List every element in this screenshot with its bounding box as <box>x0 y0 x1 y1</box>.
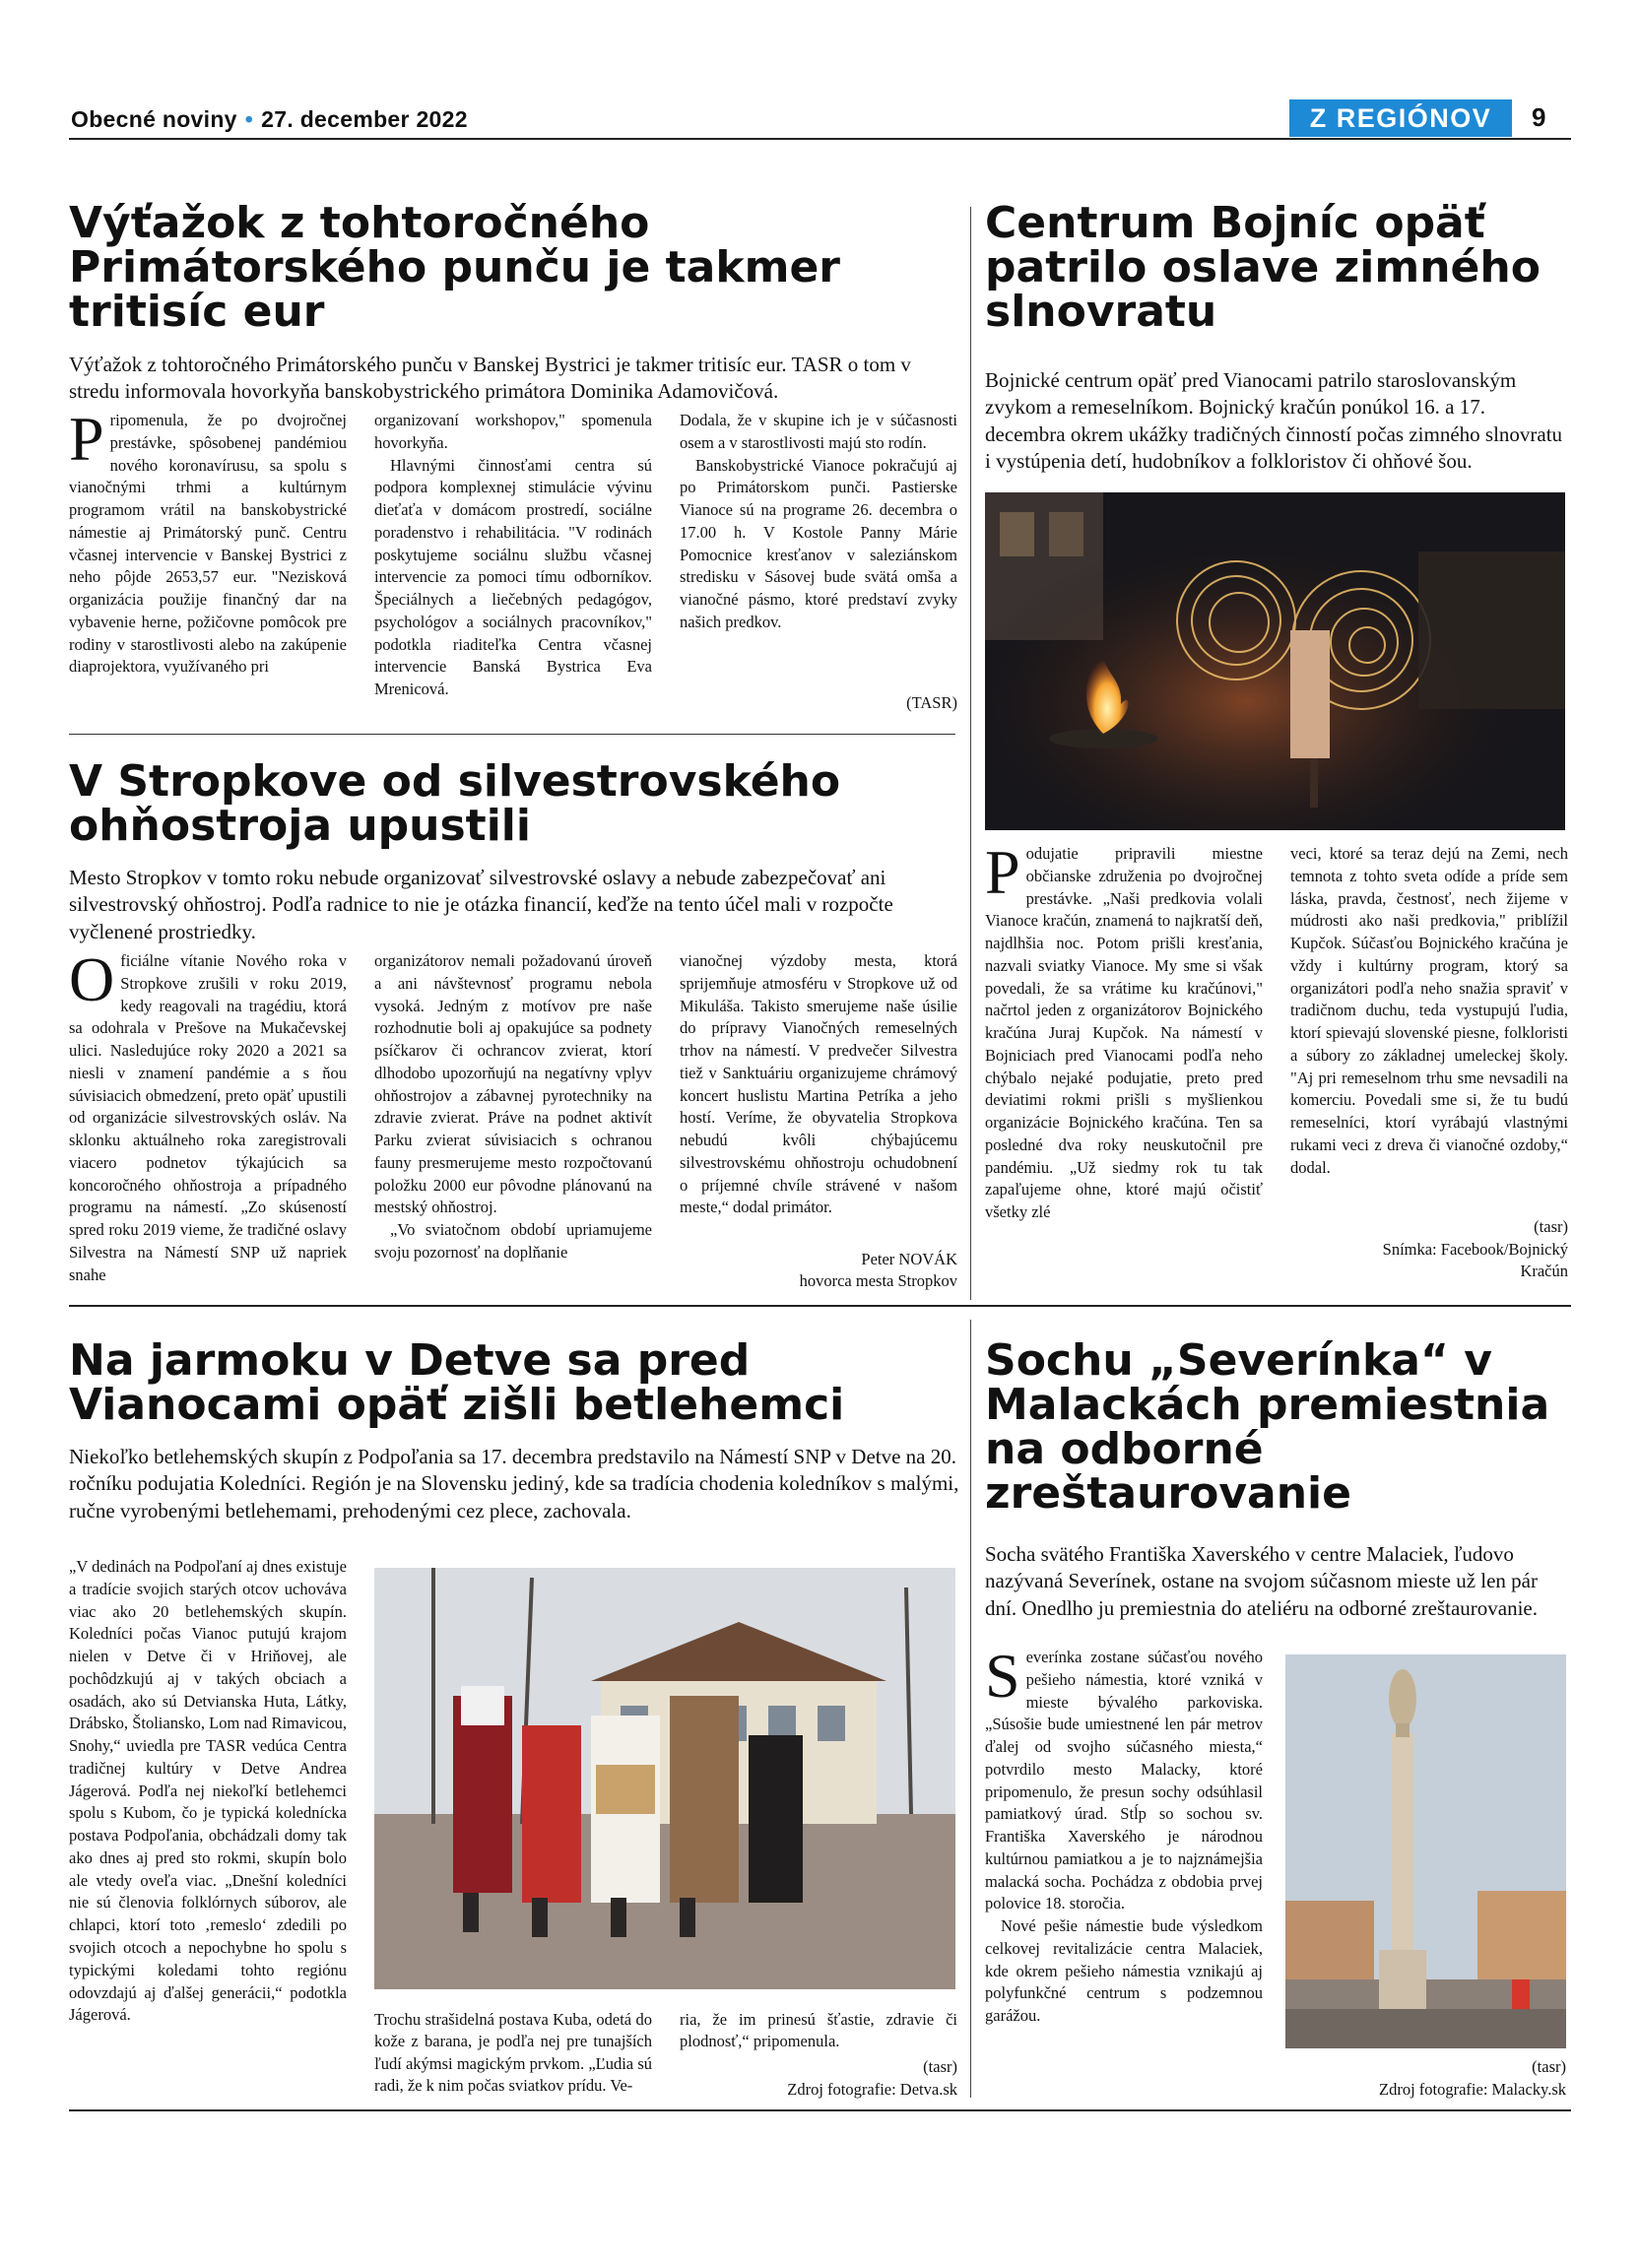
footer-rule <box>69 2109 1571 2111</box>
column-divider <box>970 207 971 1300</box>
signature <box>680 1249 957 1293</box>
headline: Centrum Bojníc opäť patrilo oslave zimného slnovratu <box>985 198 1541 337</box>
headline: Na jarmoku v Detve sa pred Vianocami opäť zišli betlehemci <box>69 1335 845 1430</box>
body-column-1: Podujatie pripravili miestne občianske združenia po dvojročnej prestávke. „Naši predkovia volali Vianoce kračún, znamená to najkratší deň, najdlhšia noc. Potom prišli kresťania, nazvali sviatky Vianoce. My sme si však povedali, že sa vrátime ku kračúnovi," načrtol jeden z organizátorov Bojnického kračúna Juraj Kupčok. Na námestí v Bojniciach pred Vianocami podľa neho chýbalo nejaké podujatie, preto pred deviatimi rokmi prišli s myšlienkou organizácie Bojnického kračúna. Ten sa posledné dva roky neuskutočnil pre pandémiu. „Už siedmy rok tu tak zapaľujeme ohne, ktoré majú očistiť všetky zlé <box>985 837 1263 1222</box>
article-punc <box>69 198 955 337</box>
body-column-3: Dodala, že v skupine ich je v súčasnosti osem a v starostlivosti majú sto rodín. Banskobystrické Vianoce pokračujú aj po Primátorskom punči. Pastierske Vianoce sú na programe 26. decembra o 17.00 h. V Kostole Panny Márie Pomocnice kresťanov v saleziánskom stredisku v Sásovej bude svätá omša a vianočné pásmo, ktoré predstaví zvyky našich predkov. <box>680 411 957 631</box>
headline: Výťažok z tohtoročného Primátorského punču je takmer tritisíc eur <box>69 198 840 337</box>
signature-name: Peter NOVÁK <box>861 1250 957 1268</box>
article-detva <box>69 1335 965 1430</box>
article-bojnice <box>985 198 1571 337</box>
lead: Socha svätého Františka Xaverského v centre Malaciek, ľudovo nazývaná Severínek, ostane na svojom súčasnom mieste už len pár dní. Onedlho ju premiestnia do ateliéru na odborné zreštaurovanie. <box>985 1542 1538 1620</box>
drop-cap: P <box>69 404 104 474</box>
body-column-2: veci, ktoré sa teraz dejú na Zemi, nech temnota z tohto sveta odíde a príde sem láska, pravda, čestnosť, nech žijeme v múdrosti ako naši predkovia," priblížil Kupčok. Súčasťou Bojnického kračúna je vždy i kultúrny program, ktorý sa organizátori podľa neho snažia spraviť v tradičnom duchu, teda vystupujú ľudia, ktorí spievajú slovenské piesne, folkloristi a súbory zo základnej umeleckej školy. "Aj pri remeselnom trhu sme nevsadili na komerciu. Povedali sme si, že tu budú remeselníci, ktorí vyrábajú vlastnými rukami veci z dreva či vianočné ozdoby,“ dodal. <box>1290 844 1568 1177</box>
photo-caption-2: ria, že im prinesú šťastie, zdravie či plodnosť,“ pripomenula. <box>680 2010 957 2051</box>
body-column-2: organizovaní workshopov," spomenula hovorkyňa. Hlavnými činnosťami centra sú podpora komplexnej stimulácie vývinu dieťaťa v domácom prostredí, sociálne poradenstvo i rehabilitácia. "V rodinách poskytujeme sociálnu službu včasnej intervencie za pomoci tímu odborníkov. Špeciálnych a liečebných pedagógov, psychológov a sociálnych pracovníkov," podotkla riaditeľka Centra včasnej intervencie Banská Bystrica Eva Mrenicová. <box>374 411 652 699</box>
photo-credit: Zdroj fotografie: Detva.sk <box>787 2080 957 2099</box>
lead: Výťažok z tohtoročného Primátorského punču v Banskej Bystrici je takmer tritisíc eur. TASR o tom v stredu informovala hovorkyňa banskobystrického primátora Dominika Adamovičová. <box>69 353 911 404</box>
header-rule <box>69 138 1571 140</box>
signature-role: hovorca mesta Stropkov <box>799 1271 957 1291</box>
photo-caption-1: Trochu strašidelná postava Kuba, odetá do kože z barana, je podľa nej pre tunajších ľudí akýmsi magickým prvkom. „Ľudia sú radi, že k nim počas sviatkov prídu. Ve- <box>374 2010 652 2096</box>
article-malacky <box>985 1335 1571 1519</box>
paper-name: Obecné noviny <box>71 106 237 132</box>
masthead <box>71 106 468 133</box>
body-column-1: „V dedinách na Podpoľaní aj dnes existuje a tradície svojich starých otcov uchováva viac ako 20 betlehemských skupín. Koledníci počas Vianoc putujú krajom nielen v Detve či v Hriňovej, ale pochôdzkujú aj v takých obciach a osadách, ako sú Detvianska Huta, Látky, Drábsko, Štoliansko, Lom nad Rimavicou, Snohy,“ uviedla pre TASR vedúca Centra tradičnej kultúry v Detve Andrea Jágerová. Podľa nej niekoľkí betlehemci spolu s Kubom, čo je typická koledníckа postava Podpoľania, obchádzali domy tak ako dnes aj pred sto rokmi, skupín bolo ale vtedy oveľa viac. „Dnešní koledníci nie sú členovia folklórnych súborov, ale chlapci, ktorí toto ‚remeslo‘ zdedili po svojich otcoch a nepochybne ho spolu s typickými koledami tohto regiónu odovzdajú aj ďalšej generácii,“ podotkla Jágerová. <box>69 1557 347 2025</box>
article-stropkov <box>69 756 955 851</box>
separator-dot: • <box>244 106 254 132</box>
issue-date: 27. december 2022 <box>261 106 468 132</box>
section-rule <box>69 1305 1571 1307</box>
photo-credit: Zdroj fotografie: Malacky.sk <box>1379 2080 1566 2099</box>
lead: Niekoľko betlehemských skupín z Podpoľania sa 17. decembra predstavilo na Námestí SNP v Detve na 20. ročníku podujatia Koledníci. Región je na Slovensku jediný, kde sa tradícia chodenia koledníkov s malými, ručne vyrobenými betlehemami, prehodenými cez plece, zachovala. <box>69 1445 959 1523</box>
statue-illustration <box>1285 1654 1566 2048</box>
drop-cap: S <box>985 1641 1020 1711</box>
body-column-1: Oficiálne vítanie Nového roka v Stropkove zrušili v roku 2019, kedy reagovali na tragédiu, ktorá sa odohrala v Prešove na Mukačevskej ulici. Nasledujúce roky 2020 a 2021 sa niesli v znamení pandémie a s ňou súvisiacich obmedzení, preto opäť upustili od organizácie silvestrovských osláv. Na sklonku aktuálneho roka zaregistrovali viacero podnetov týkajúcich sa koncoročného ohňostroja a prípadného programu na námestí. „Zo skúseností spred roku 2019 vieme, že tradičné oslavy Silvestra na Námestí SNP už napriek snahe <box>69 944 347 1284</box>
source-tag: (tasr) <box>923 2057 957 2076</box>
section-label: Z REGIÓNOV <box>1289 99 1512 137</box>
carolers-illustration <box>374 1568 955 1989</box>
page-number: 9 <box>1532 102 1546 132</box>
source-tag: (tasr) <box>1532 2057 1566 2076</box>
drop-cap: O <box>69 944 115 1014</box>
lead: Mesto Stropkov v tomto roku nebude organizovať silvestrovské oslavy a nebude zabezpečovať ani silvestrovský ohňostroj. Podľa radnice to nie je otázka financií, keďže na tento účel mali v rozpočte vyčlenené prostriedky. <box>69 866 893 943</box>
carolers-photo <box>374 1568 955 1989</box>
body-column-2: organizátorov nemali požadovanú úroveň a ani návštevnosť programu nebola vysoká. Jedným z motívov pre naše rozhodnutie boli aj opakujúce sa podnety psíčkarov či ochrancov zvierat, ktorí dlhodobo upozorňujú na negatívny vplyv ohňostrojov a zábavnej pyrotechniky na zdravie zvierat. Práve na podnet aktivít Parku zvierat súvisiacich s ochranou fauny presmerujeme mesto rozpočtovanú položku 2000 eur pôvodne plánovanú na mestský ohňostroj. „Vo sviatočnom období upriamujeme svoju pozornosť na doplňanie <box>374 951 652 1262</box>
source-tag: (TASR) <box>906 693 957 712</box>
fire-show-photo <box>985 492 1565 830</box>
statue-photo <box>1285 1654 1566 2048</box>
drop-cap: P <box>985 837 1020 907</box>
article-rule <box>69 734 955 735</box>
column-divider-lower <box>970 1320 971 2098</box>
fire-show-illustration <box>985 492 1565 830</box>
source-tag: (tasr) <box>1534 1217 1568 1236</box>
headline: V Stropkove od silvestrovského ohňostroja upustili <box>69 756 841 851</box>
body-column-1: Severínka zostane súčasťou nového pešieho námestia, ktoré vzniká v mieste bývalého parkoviska. „Súsošie bude umiestnené len pár metrov ďalej od svojho súčasného miesta,“ potvrdilo mesto Malacky, ktoré pripomenulo, že presun sochy odsúhlasil pamiatkový úrad. Stĺp so sochou sv. Františka Xaverského je národnou kultúrnou pamiatkou a je to najznámejšia malacká socha. Pochádza z obdobia prvej polovice 18. storočia. Nové pešie námestie bude výsledkom celkovej revitalizácie centra Malaciek, kde okrem pešieho námestia vznikajú aj polyfunkčné centrum s podzemnou garážou. <box>985 1641 1263 2026</box>
body-column-1: Pripomenula, že po dvojročnej prestávke, spôsobenej pandémiou nového koronavírusu, sa spolu s vianočnými trhmi a kultúrnym programom vrátil na banskobystrické námestie aj Primátorský punč. Centru včasnej intervencie v Banskej Bystrici z neho pôjde 2653,57 eur. "Nezisková organizácia použije finančný dar na vybavenie herne, požičovne pomôcok pre rodiny v starostlivosti alebo na zakúpenie diaprojektora, využívaného pri <box>69 404 347 677</box>
headline: Sochu „Severínka“ v Malackách premiestnia na odborné zreštaurovanie <box>985 1335 1550 1519</box>
body-column-3: vianočnej výzdoby mesta, ktorá sprijemňuje atmosféru v Stropkove už od Mikuláša. Takisto smerujeme naše úsilie do prípravy Vianočných remeselných trhov na námestí. V predvečer Silvestra tiež v Sanktuáriu organizujeme chrámový koncert huslistu Martina Petríka a jeho hostí. Veríme, že obyvatelia Stropkova nebudú kvôli chýbajúcemu silvestrovskému ohňostroju ochudobnení o príjemné chvíle strávené v našom meste,“ dodal primátor. <box>680 951 957 1217</box>
photo-credit: Snímka: Facebook/Bojnický Kračún <box>1382 1240 1568 1281</box>
lead: Bojnické centrum opäť pred Vianocami patrilo staroslovanským zvykom a remeselníkom. Bojnický kračún ponúkol 16. a 17. decembra okrem ukážky tradičných činností počas zimného slnovratu i vystúpenia detí, hudobníkov a folkloristov či ohňové šou. <box>985 368 1563 473</box>
